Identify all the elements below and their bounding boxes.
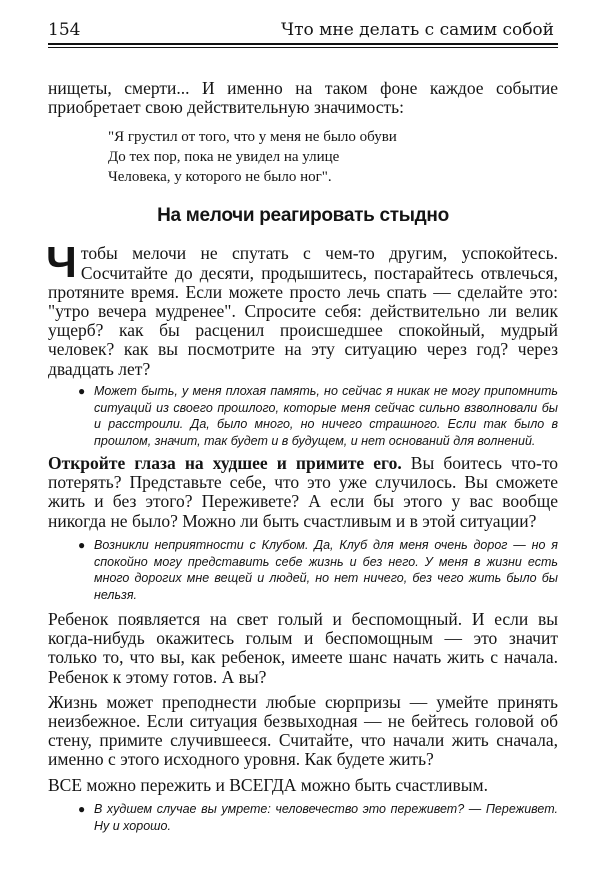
note-item bbox=[78, 383, 558, 450]
all-paragraph: ВСЕ можно пережить и ВСЕГДА можно быть счастливым. bbox=[48, 774, 488, 795]
running-title: Что мне делать с самим собой bbox=[280, 20, 554, 40]
bullet-icon: ● bbox=[78, 537, 86, 552]
second-paragraph-text: Вы боитесь что-то потерять? Представьте себе, что это уже случилось. Вы сможете жить и без этого? Переживете? А если бы этого у вас вообще никогда не было? Можно ли быть счастливым и в этой ситуации? bbox=[48, 453, 559, 531]
book-page bbox=[48, 18, 558, 838]
intro-paragraph: нищеты, смерти... И именно на таком фоне каждое событие приобретает свою действительную значимость: bbox=[48, 78, 558, 118]
life-paragraph: Жизнь может преподнести любые сюрпризы — умейте принять неизбежное. Если ситуация безвыходная — не бейтесь головой об стену, примите случившееся. Считайте, что начали жить сначала, именно с этого исходного уровня. Как будете жить? bbox=[48, 691, 558, 770]
note-text: Возникли неприятности с Клубом. Да, Клуб для меня очень дорог — но я спокойно могу представить себе жизнь и без него. У меня в жизни есть много дорогих мне вещей и людей, но нет ничего, без чего жить было бы нельзя. bbox=[94, 537, 558, 603]
note-text: В худшем случае вы умрете: человечество это переживет? — Переживет. Ну и хорошо. bbox=[94, 801, 558, 833]
bullet-icon: ● bbox=[78, 801, 86, 816]
note-item bbox=[78, 537, 558, 604]
quote-line: До тех пор, пока не увидел на улице bbox=[108, 149, 340, 166]
quote-line: Человека, у которого не было ног". bbox=[108, 169, 332, 186]
header-rule bbox=[48, 43, 558, 45]
first-paragraph bbox=[46, 238, 558, 379]
note-item bbox=[78, 801, 558, 835]
quote-line: "Я грустил от того, что у меня не было обуви bbox=[108, 129, 397, 146]
drop-cap: Ч bbox=[46, 238, 77, 288]
page-header bbox=[48, 18, 558, 42]
header-rule-thin bbox=[48, 47, 558, 48]
bullet-icon: ● bbox=[78, 383, 86, 398]
section-title: На мелочи реагировать стыдно bbox=[157, 205, 449, 227]
page-number: 154 bbox=[48, 20, 81, 40]
poem-quote bbox=[108, 127, 558, 187]
note-text: Может быть, у меня плохая память, но сейчас я никак не могу припомнить ситуаций из своего прошлого, которые меня сейчас сильно взволновали бы и расстроили. Да, было много, но ничего страшного. Если так было в прошлом, значит, так будет и в будущем, и нет оснований для волнений. bbox=[94, 383, 558, 449]
child-paragraph: Ребенок появляется на свет голый и беспомощный. И если вы когда-нибудь окажитесь голым и беспомощным — это значит только то, что вы, как ребенок, имеете шанс начать жить с начала. Ребенок к этому готов. А вы? bbox=[48, 609, 558, 687]
second-paragraph bbox=[48, 454, 558, 531]
paragraph-lead: Откройте глаза на худшее и примите его. bbox=[48, 453, 402, 474]
first-paragraph-text: тобы мелочи не спутать с чем-то другим, успокойтесь. Сосчитайте до десяти, продышитесь, постарайтесь отвлечься, протяните время. Если можете просто лечь спать — сделайте это: "утро вечера мудренее". Спросите себя: действительно ли велик ущерб? как бы расценил происшедшее спокойный, мудрый человек? как вы посмотрите на эту ситуацию через год? через двадцать лет? bbox=[48, 243, 558, 379]
